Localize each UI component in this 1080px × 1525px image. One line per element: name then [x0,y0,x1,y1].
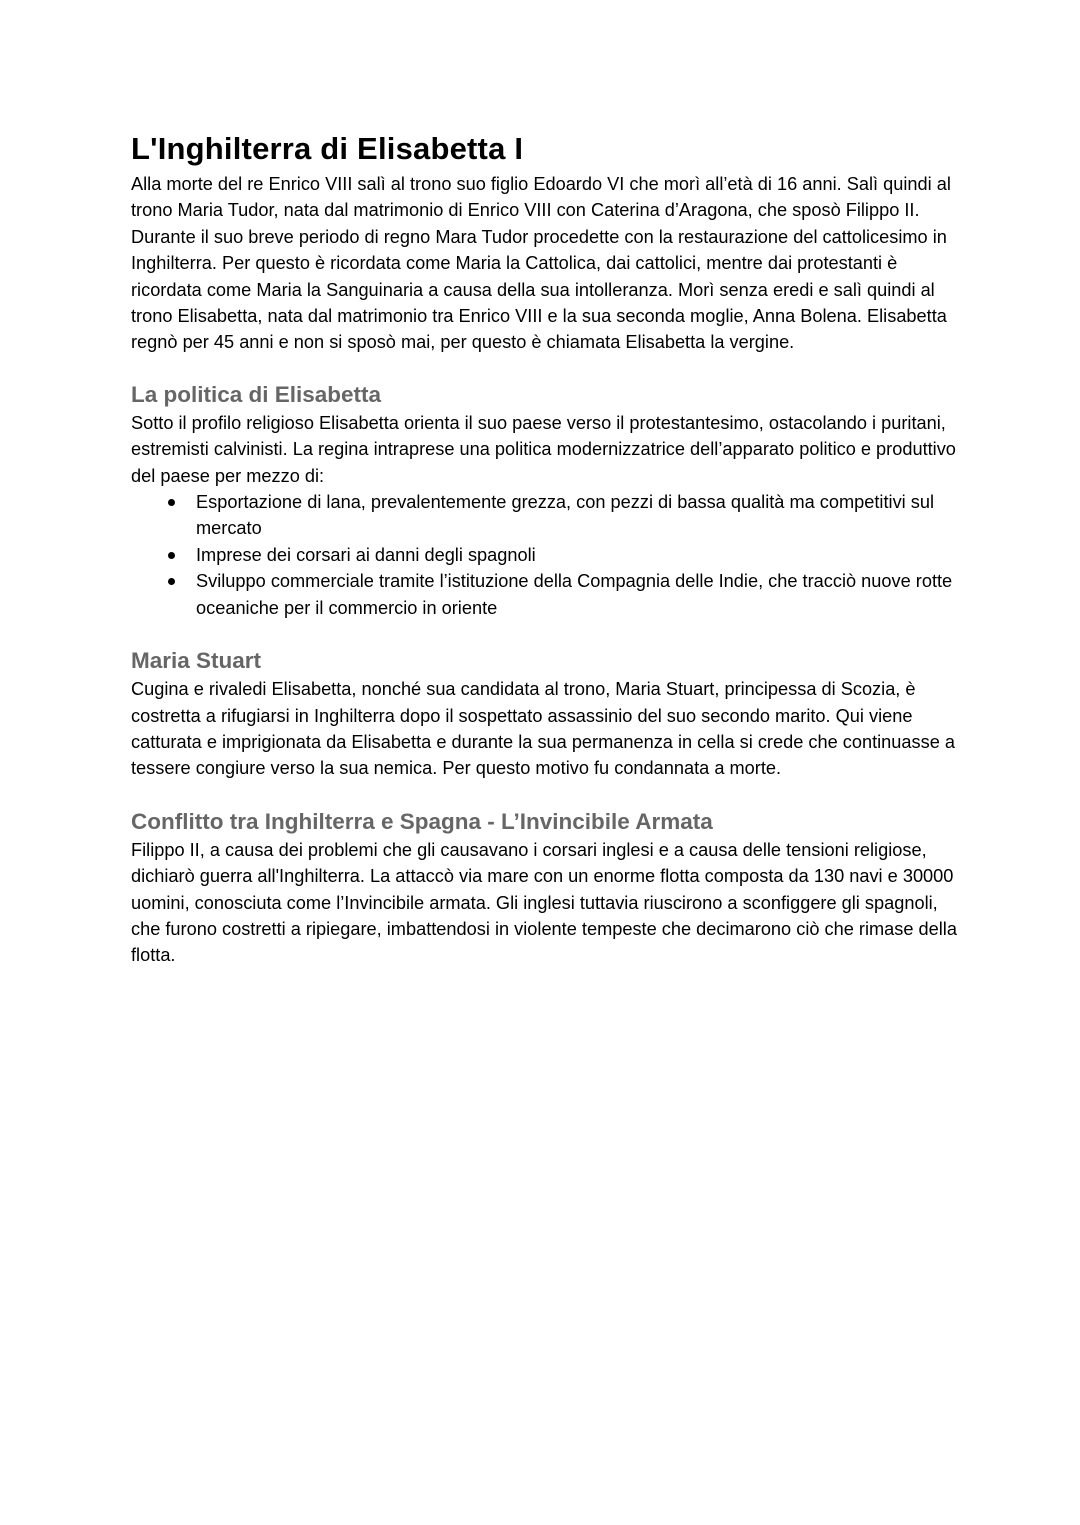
bullet-list [131,489,961,621]
list-item [131,542,961,568]
section-body-conflitto: Filippo II, a causa dei problemi che gli causavano i corsari inglesi e a causa delle tensioni religiose, dichiarò guerra all'Inghilterra. La attaccò via mare con un enorme flotta composta da 130 navi e 30000 uomini, conosciuta come l’Invincibile armata. Gli inglesi tuttavia riuscirono a sconfiggere gli spagnoli, che furono costretti a ripiegare, imbattendosi in violente tempeste che decimarono ciò che rimase della flotta. [131,839,957,966]
document-title: L'Inghilterra di Elisabetta I [131,131,524,166]
section-body-maria-stuart: Cugina e rivaledi Elisabetta, nonché sua candidata al trono, Maria Stuart, principessa di Scozia, è costretta a rifugiarsi in Inghilterra dopo il sospettato assassinio del suo secondo marito. Qui viene catturata e imprigionata da Elisabetta e durante la sua permanenza in cella si crede che continuasse a tessere congiure verso la sua nemica. Per questo motivo fu condannata a morte. [131,679,955,779]
list-item-text: Sviluppo commerciale tramite l’istituzione della Compagnia delle Indie, che tracciò nuove rotte oceaniche per il commercio in oriente [196,571,953,618]
list-item [131,568,961,621]
section-heading-maria-stuart: Maria Stuart [131,648,262,674]
section-body-politica: Sotto il profilo religioso Elisabetta orienta il suo paese verso il protestantesimo, ostacolando i puritani, estremisti calvinisti. La regina intraprese una politica modernizzatrice dell’apparato politico e produttivo del paese per mezzo di: [131,412,956,486]
bullet-icon [168,578,175,585]
list-item [131,489,961,542]
list-item-text: Esportazione di lana, prevalentemente grezza, con pezzi di bassa qualità ma competitivi sul mercato [196,492,935,539]
intro-paragraph: Alla morte del re Enrico VIII salì al trono suo figlio Edoardo VI che morì all’età di 16 anni. Salì quindi al trono Maria Tudor, nata dal matrimonio di Enrico VIII con Caterina d’Aragona, che sposò Filippo II. Durante il suo breve periodo di regno Mara Tudor procedette con la restaurazione del cattolicesimo in Inghilterra. Per questo è ricordata come Maria la Cattolica, dai cattolici, mentre dai protestanti è ricordata come Maria la Sanguinaria a causa della sua intolleranza. Morì senza eredi e salì quindi al trono Elisabetta, nata dal matrimonio tra Enrico VIII e la sua seconda moglie, Anna Bolena. Elisabetta regnò per 45 anni e non si sposò mai, per questo è chiamata Elisabetta la vergine. [131,174,951,353]
section-heading-conflitto: Conflitto tra Inghilterra e Spagna - L’Invincibile Armata [131,808,713,834]
list-item-text: Imprese dei corsari ai danni degli spagnoli [196,544,536,565]
bullet-icon [168,552,175,559]
document-page [131,128,961,969]
bullet-icon [168,499,175,506]
section-heading-politica: La politica di Elisabetta [131,381,382,407]
